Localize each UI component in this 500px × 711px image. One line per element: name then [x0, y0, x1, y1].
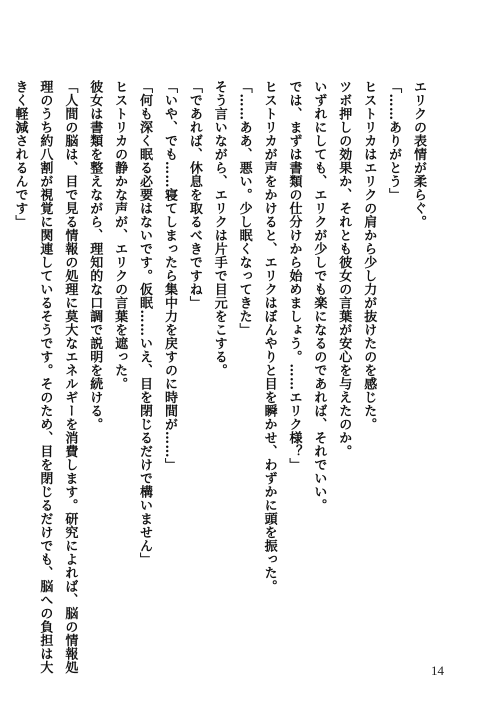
text-line: ツボ押しの効果か、それとも彼女の言葉が安心を与えたのか。	[336, 80, 352, 458]
text-line: 「であれば、休息を取るべきですね」	[186, 80, 202, 310]
text-line: ヒストリカの静かな声が、エリクの言葉を遮った。	[112, 80, 128, 391]
text-line: きく軽減されるんです」	[12, 80, 28, 229]
text-line: いずれにしても、エリクが少しでも楽になるのであれば、それでいい。	[311, 80, 327, 512]
page-number: 14	[431, 663, 444, 678]
text-line: 「いや、でも……寝てしまったら集中力を戻すのに時間が……」	[161, 80, 177, 472]
text-line: エリクの表情が柔らぐ。	[411, 80, 426, 229]
text-line: 「何も深く眠る必要はないです。仮眠……いえ、目を閉じるだけで構いません」	[137, 80, 153, 566]
body-text	[7, 80, 430, 674]
text-line: ヒストリカはエリクの肩から少し力が抜けたのを感じた。	[361, 80, 377, 431]
text-line: 理のうち約八割が視覚に関連しているそうです。そのため、目を閉じるだけでも、脳への負担は大	[37, 80, 53, 674]
text-line: 彼女は書類を整えながら、理知的な口調で説明を続ける。	[87, 80, 103, 431]
text-line: では、まずは書類の仕分けから始めましょう。……エリク様？」	[286, 80, 302, 472]
text-line: そう言いながら、エリクは片手で目元をこする。	[211, 80, 227, 377]
text-line: 「……ああ、悪い。少し眠くなってきた」	[236, 80, 252, 337]
text-line: 「人間の脳は、目で見る情報の処理に莫大なエネルギーを消費します。研究によれば、脳の情報処	[62, 80, 78, 674]
text-line: ヒストリカが声をかけると、エリクはぼんやりと目を瞬かせ、わずかに頭を振った。	[261, 80, 277, 593]
text-line: 「……ありがとう」	[386, 80, 402, 202]
